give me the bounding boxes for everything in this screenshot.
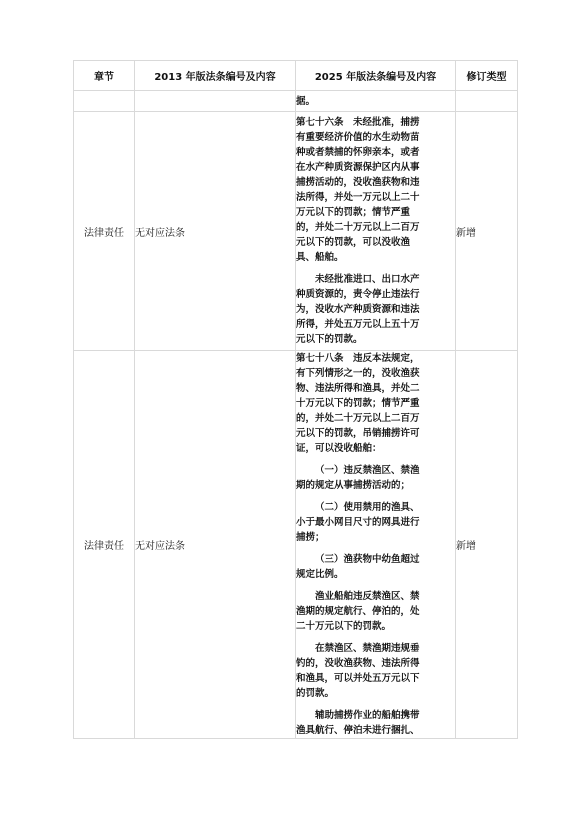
new-text-cell bbox=[296, 112, 456, 351]
chapter-cell: 法律责任 bbox=[74, 112, 135, 351]
article-paragraph: 第七十八条 违反本法规定， 有下列情形之一的，没收渔获 物、违法所得和渔具，并处二 十万元以下的罚款；情节严重 的，并处二十万元以上二百万 元以下的罚款，吊销捕捞许可 证，可以没收船舶： bbox=[296, 353, 420, 454]
header-revision-type: 修订类型 bbox=[456, 61, 518, 91]
chapter-cell: 法律责任 bbox=[74, 351, 135, 739]
table-row bbox=[74, 351, 518, 739]
table-row bbox=[74, 112, 518, 351]
article-paragraph: 据。 bbox=[296, 95, 316, 107]
header-2013-version: 2013 年版法条编号及内容 bbox=[135, 61, 296, 91]
old-text-cell: 无对应法条 bbox=[135, 112, 296, 351]
article-paragraph: （三）渔获物中幼鱼超过 规定比例。 bbox=[296, 554, 420, 580]
article-paragraph: （二）使用禁用的渔具、 小于最小网目尺寸的网具进行 捕捞； bbox=[296, 502, 420, 543]
header-row bbox=[74, 61, 518, 91]
new-text-cell bbox=[296, 351, 456, 739]
old-text-cell bbox=[135, 91, 296, 112]
revision-type-cell bbox=[456, 91, 518, 112]
header-2025-version: 2025 年版法条编号及内容 bbox=[296, 61, 456, 91]
article-paragraph: 在禁渔区、禁渔期违规垂 钓的，没收渔获物、违法所得 和渔具，可以并处五万元以下 的罚款。 bbox=[296, 643, 420, 699]
old-text-cell: 无对应法条 bbox=[135, 351, 296, 739]
chapter-cell bbox=[74, 91, 135, 112]
article-paragraph: 辅助捕捞作业的船舶携带 渔具航行、停泊未进行捆扎、 bbox=[296, 710, 420, 736]
revision-type-cell: 新增 bbox=[456, 351, 518, 739]
article-paragraph: （一）违反禁渔区、禁渔 期的规定从事捕捞活动的； bbox=[296, 465, 420, 491]
law-comparison-table bbox=[73, 60, 518, 739]
new-text-cell bbox=[296, 91, 456, 112]
table-row bbox=[74, 91, 518, 112]
article-paragraph: 渔业船舶违反禁渔区、禁 渔期的规定航行、停泊的，处 二十万元以下的罚款。 bbox=[296, 591, 420, 632]
revision-type-cell: 新增 bbox=[456, 112, 518, 351]
article-paragraph: 未经批准进口、出口水产 种质资源的，责令停止违法行 为，没收水产种质资源和违法 所得，并处五万元以上五十万 元以下的罚款。 bbox=[296, 274, 420, 345]
article-paragraph: 第七十六条 未经批准，捕捞 有重要经济价值的水生动物苗 种或者禁捕的怀卵亲本，或者 在水产种质资源保护区内从事 捕捞活动的，没收渔获物和违 法所得，并处一万元以上二十 万元以下的罚款；情节严重 的，并处二十万元以上二百万 元以下的罚款，可以没收渔 具、船舶。 bbox=[296, 117, 420, 263]
header-chapter: 章节 bbox=[74, 61, 135, 91]
